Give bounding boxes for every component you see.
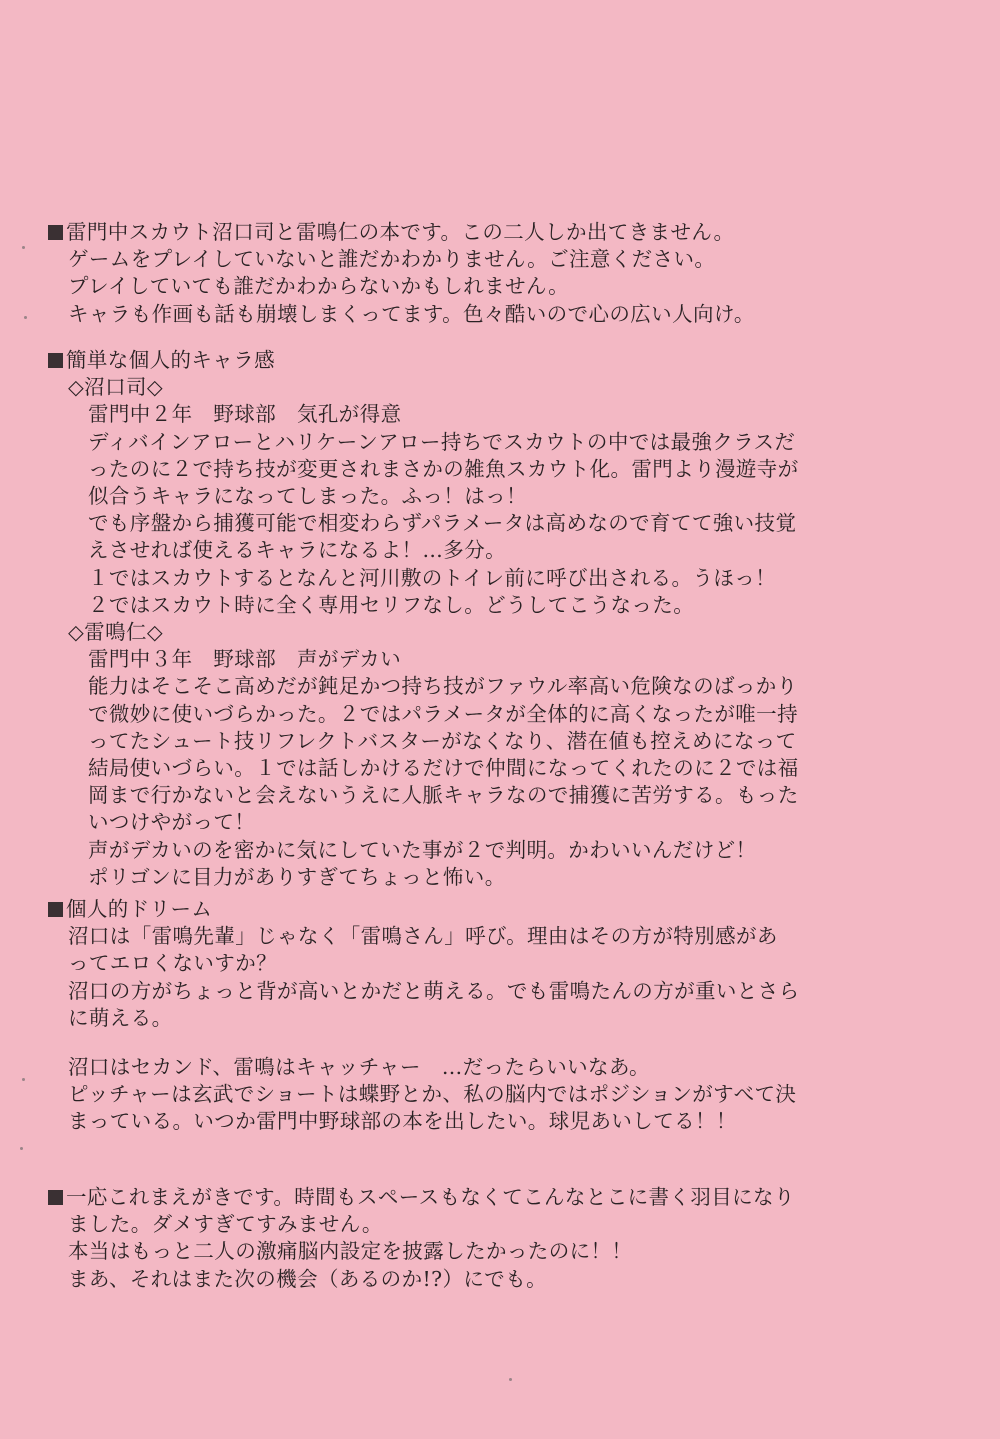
afterword-heading: 一応これまえがきです。時間もスペースもなくてこんなとこに書く羽目になり (48, 1184, 795, 1211)
bullet-square-icon (48, 353, 63, 368)
char1-line: えさせれば使えるキャラになるよ！…多分。 (88, 538, 506, 563)
intro-heading: 雷門中スカウト沼口司と雷鳴仁の本です。この二人しか出てきません。 (48, 219, 755, 246)
scan-speck (509, 1378, 512, 1381)
dream-line: 沼口の方がちょっと背が高いとかだと萌える。でも雷鳴たんの方が重いとさら (68, 978, 800, 1003)
intro-line: キャラも作画も話も崩壊しまくってます。色々酷いので心の広い人向け。 (68, 301, 755, 326)
scan-speck (22, 246, 25, 249)
intro-line: ゲームをプレイしていないと誰だかわかりません。ご注意ください。 (68, 247, 716, 272)
char1-line: ディバインアローとハリケーンアロー持ちでスカウトの中では最強クラスだ (88, 429, 796, 454)
dream-line: ピッチャーは玄武でショートは蝶野とか、私の脳内ではポジションがすべて決 (68, 1082, 797, 1107)
character-heading: 簡単な個人的キャラ感 (48, 347, 799, 374)
scan-speck (24, 316, 27, 319)
char2-line: ポリゴンに目力がありすぎてちょっと怖い。 (88, 864, 506, 889)
intro-line: プレイしていても誰だかわからないかもしれません。 (68, 274, 569, 299)
char2-line: 声がデカいのを密かに気にしていた事が２で判明。かわいいんだけど！ (88, 837, 757, 862)
dream-line: に萌える。 (68, 1005, 173, 1030)
char1-line: ったのに２で持ち技が変更されまさかの雑魚スカウト化。雷門より漫遊寺が (88, 456, 799, 481)
intro-section (48, 219, 755, 328)
dream-heading: 個人的ドリーム (48, 896, 800, 923)
char1-name: ◇沼口司◇ (68, 375, 164, 400)
dream-line: まっている。いつか雷門中野球部の本を出したい。球児あいしてる！！ (68, 1109, 737, 1134)
char2-line: 結局使いづらい。１では話しかけるだけで仲間になってくれたのに２では福 (88, 756, 799, 781)
char1-line: 雷門中２年 野球部 気孔が得意 (88, 402, 402, 427)
char2-line: 雷門中３年 野球部 声がデカい (88, 647, 402, 672)
bullet-square-icon (48, 902, 63, 917)
dream-section-2 (48, 1054, 796, 1136)
bullet-square-icon (48, 1190, 63, 1205)
dream-section (48, 896, 800, 1032)
char1-line: １ではスカウトするとなんと河川敷のトイレ前に呼び出される。うほっ！ (88, 565, 777, 590)
char2-line: 岡まで行かないと会えないうえに人脈キャラなので捕獲に苦労する。もった (88, 783, 799, 808)
char2-line: ってたシュート技リフレクトバスターがなくなり、潜在値も控えめになって (88, 728, 797, 753)
char2-line: 能力はそこそこ高めだが鈍足かつ持ち技がファウル率高い危険なのばっかり (88, 674, 798, 699)
bullet-square-icon (48, 225, 63, 240)
scan-speck (22, 1078, 25, 1081)
afterword-section (48, 1184, 795, 1293)
afterword-line: まあ、それはまた次の機会（あるのか!?）にでも。 (68, 1266, 548, 1291)
char2-line: いつけやがって！ (88, 810, 256, 835)
dream-line: 沼口はセカンド、雷鳴はキャッチャー …だったらいいなあ。 (68, 1055, 650, 1079)
character-section (48, 347, 799, 891)
char2-line: で微妙に使いづらかった。２ではパラメータが全体的に高くなったが唯一持 (88, 701, 798, 726)
dream-line: 沼口は「雷鳴先輩」じゃなく「雷鳴さん」呼び。理由はその方が特別感があ (68, 924, 778, 949)
char1-line: ２ではスカウト時に全く専用セリフなし。どうしてこうなった。 (88, 592, 695, 617)
scan-speck (20, 1147, 23, 1150)
afterword-line: 本当はもっと二人の激痛脳内設定を披露したかったのに！！ (68, 1239, 633, 1264)
char2-name: ◇雷鳴仁◇ (68, 620, 164, 645)
afterword-line: ました。ダメすぎてすみません。 (68, 1212, 383, 1237)
char1-line: 似合うキャラになってしまった。ふっ！はっ！ (88, 484, 527, 509)
dream-line: ってエロくないすか？ (68, 951, 277, 976)
char1-line: でも序盤から捕獲可能で相変わらずパラメータは高めなので育てて強い技覚 (88, 511, 797, 536)
